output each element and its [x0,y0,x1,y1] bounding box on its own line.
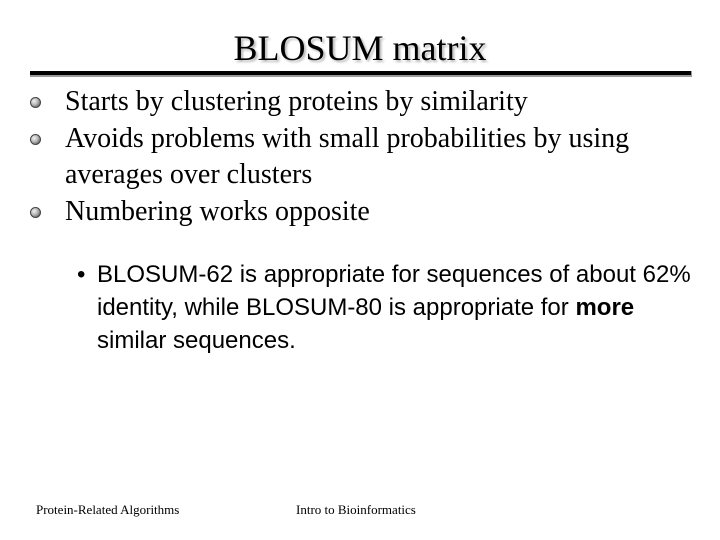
bullet-text: Starts by clustering proteins by similarity [65,86,528,117]
footer-course-name: Intro to Bioinformatics [296,502,416,517]
sub-bullet-item [77,258,697,357]
bullet-item [30,84,670,120]
sub-bullet-emphasis: more [575,294,635,321]
title-divider [30,71,692,77]
sub-bullet-text-after: similar sequences. [97,327,296,354]
bullet-item [30,194,670,230]
bullet-item [30,121,670,193]
sub-bullet-marker: • [77,261,86,288]
bullet-dot-icon [30,134,41,145]
bullet-list [30,84,670,231]
bullet-dot-icon [30,97,41,108]
bullet-text: Numbering works opposite [65,196,370,227]
bullet-text: Avoids problems with small probabilities by using averages over clusters [65,123,630,190]
footer-course-topic: Protein-Related Algorithms [36,502,180,517]
bullet-dot-icon [30,207,41,218]
slide-title: BLOSUM matrix [233,28,487,68]
sub-bullet-text-before: BLOSUM-62 is appropriate for sequences of about 62% identity, while BLOSUM-80 is appropriate for [97,261,691,321]
